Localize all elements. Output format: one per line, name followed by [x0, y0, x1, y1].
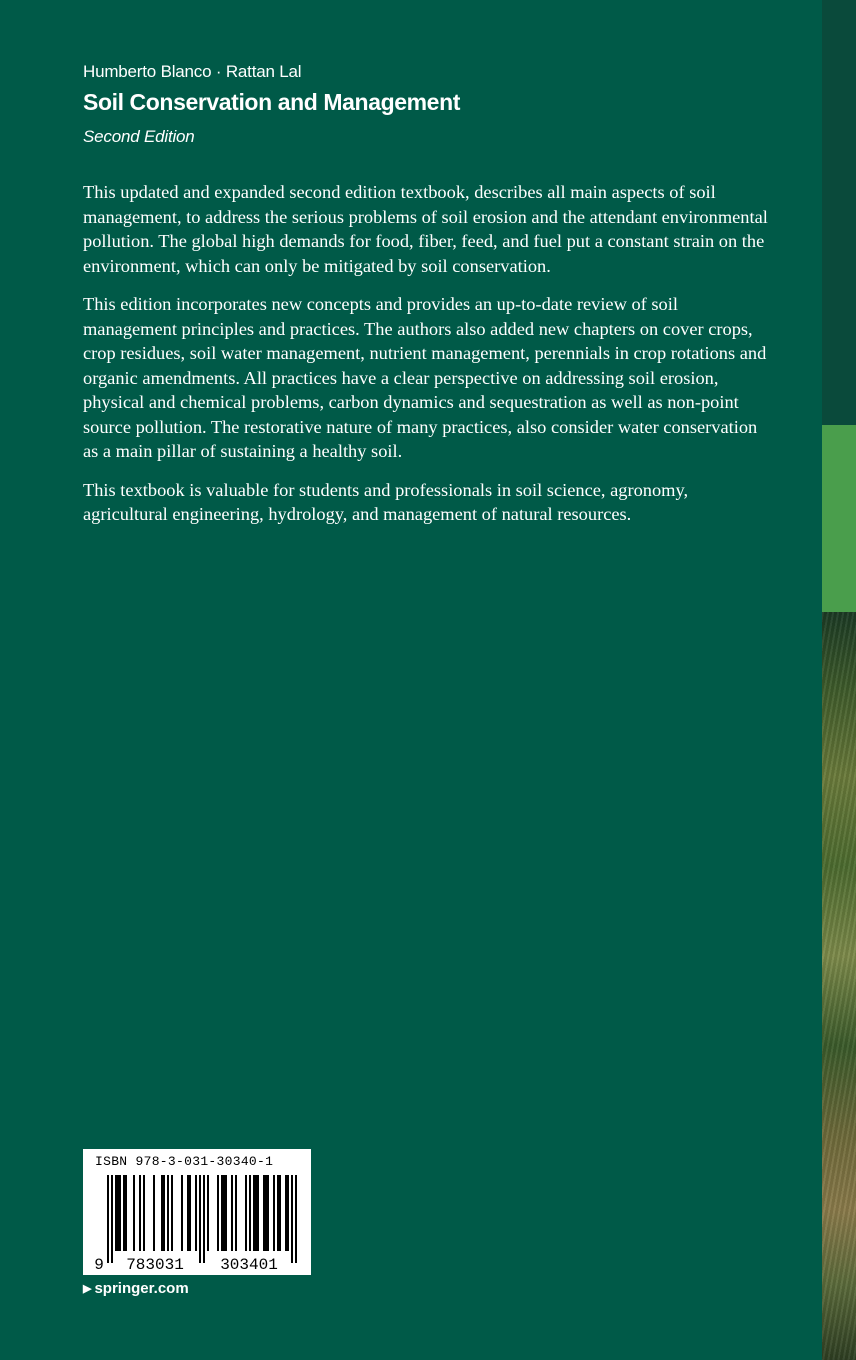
barcode-bar	[123, 1175, 125, 1251]
barcode-bar	[153, 1175, 155, 1251]
barcode-bar	[265, 1175, 267, 1251]
barcode-bar	[107, 1175, 109, 1263]
publisher-link-text: springer.com	[94, 1280, 189, 1297]
barcode-bar	[143, 1175, 145, 1251]
barcode-bar	[287, 1175, 289, 1251]
blurb	[83, 180, 773, 541]
barcode-bar	[181, 1175, 183, 1251]
spine-edge	[822, 0, 856, 425]
barcode-bar	[277, 1175, 279, 1251]
spine-field-photo	[822, 612, 856, 1360]
barcode-bar	[235, 1175, 237, 1251]
barcode-bar	[161, 1175, 163, 1251]
barcode-bar	[217, 1175, 219, 1251]
barcode-bar	[221, 1175, 223, 1251]
arrow-right-icon: ▶	[83, 1283, 92, 1295]
barcode-left-digits: 783031	[126, 1256, 184, 1271]
barcode-lead-digit: 9	[94, 1256, 104, 1271]
barcode-bar	[279, 1175, 281, 1251]
barcode-bar	[253, 1175, 255, 1251]
barcode-bar	[133, 1175, 135, 1251]
barcode-bar	[249, 1175, 251, 1251]
blurb-paragraph: This updated and expanded second edition textbook, describes all main aspects of soil management, to address the serious problems of soil erosion and the attendant environmental pollution. The global high demands for food, fiber, feed, and fuel put a constant strain on the environment, which can only be mitigated by soil conservation.	[83, 182, 768, 276]
barcode-right-digits: 303401	[220, 1256, 278, 1271]
barcode-bar	[255, 1175, 257, 1251]
isbn-label: ISBN 978-3-031-30340-1	[95, 1154, 274, 1169]
barcode-bar	[189, 1175, 191, 1251]
barcode-bar	[257, 1175, 259, 1251]
barcode-bar	[273, 1175, 275, 1251]
barcode-bar	[285, 1175, 287, 1251]
barcode-bar	[111, 1175, 113, 1263]
isbn-barcode-box	[83, 1149, 311, 1275]
barcode-bar	[115, 1175, 117, 1251]
barcode-bar	[295, 1175, 297, 1263]
spine-color-band	[822, 425, 856, 612]
authors: Humberto Blanco · Rattan Lal	[83, 62, 302, 81]
barcode-bar	[291, 1175, 293, 1263]
blurb-paragraph: This edition incorporates new concepts and provides an up-to-date review of soil management principles and practices. The authors also added new chapters on cover crops, crop residues, soil water management, nutrient management, perennials in crop rotations and organic amendments. All practices have a clear perspective on addressing soil erosion, physical and chemical problems, carbon dynamics and sequestration as well as non-point source pollution. The restorative nature of many practices, also consider water conservation as a main pillar of sustaining a healthy soil.	[83, 294, 767, 461]
barcode-bar	[117, 1175, 119, 1251]
blurb-paragraph: This textbook is valuable for students and professionals in soil science, agronomy, agricultural engineering, hydrology, and management of natural resources.	[83, 479, 689, 524]
barcode-bar	[223, 1175, 225, 1251]
barcode-bar	[119, 1175, 121, 1251]
barcode-bar	[267, 1175, 269, 1251]
ean13-barcode	[93, 1175, 301, 1271]
publisher-link[interactable]	[83, 1280, 189, 1297]
book-title: Soil Conservation and Management	[83, 89, 460, 115]
barcode-bar	[187, 1175, 189, 1251]
barcode-bar	[167, 1175, 169, 1251]
barcode-bar	[139, 1175, 141, 1251]
barcode-bar	[199, 1175, 201, 1263]
barcode-bar	[125, 1175, 127, 1251]
barcode-bar	[163, 1175, 165, 1251]
barcode-bar	[225, 1175, 227, 1251]
barcode-bar	[171, 1175, 173, 1251]
edition: Second Edition	[83, 127, 195, 146]
barcode-bar	[203, 1175, 205, 1263]
barcode-bar	[195, 1175, 197, 1251]
barcode-bar	[207, 1175, 209, 1251]
barcode-bar	[245, 1175, 247, 1251]
barcode-bar	[231, 1175, 233, 1251]
barcode-bar	[263, 1175, 265, 1251]
